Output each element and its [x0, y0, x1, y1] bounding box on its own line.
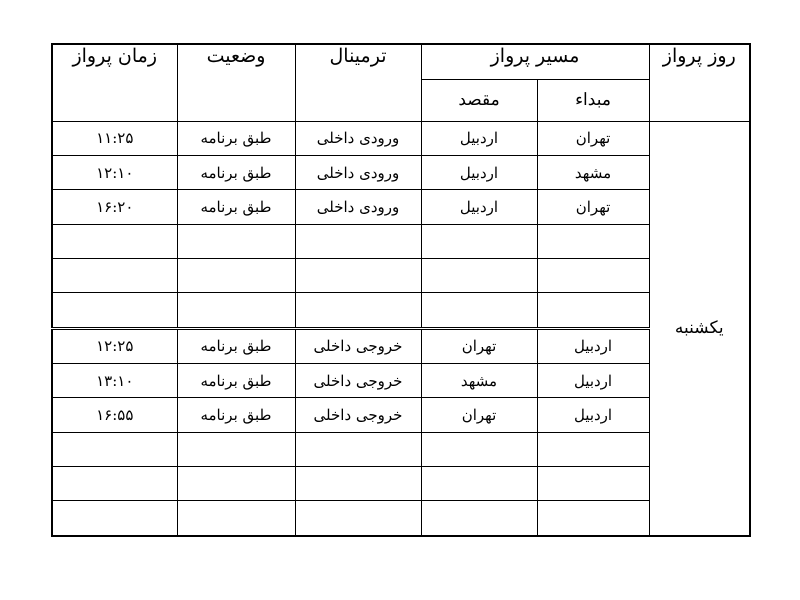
table-row	[52, 364, 750, 398]
terminal-cell: ورودی داخلی	[295, 155, 421, 189]
destination-cell	[421, 432, 537, 466]
origin-cell: تهران	[537, 190, 649, 224]
destination-cell: مشهد	[421, 364, 537, 398]
origin-cell: اردبیل	[537, 364, 649, 398]
destination-cell	[421, 467, 537, 501]
flight-schedule-table	[51, 43, 751, 537]
terminal-cell: خروجی داخلی	[295, 364, 421, 398]
table-row	[52, 258, 750, 292]
destination-cell: اردبیل	[421, 121, 537, 155]
time-cell	[52, 293, 177, 328]
schedule-body	[52, 121, 750, 536]
status-cell	[177, 224, 295, 258]
status-cell	[177, 432, 295, 466]
table-row	[52, 155, 750, 189]
terminal-cell: خروجی داخلی	[295, 328, 421, 363]
destination-cell: تهران	[421, 398, 537, 432]
header-day: روز پرواز	[649, 44, 750, 121]
terminal-cell	[295, 293, 421, 328]
table-row	[52, 328, 750, 363]
origin-cell: اردبیل	[537, 328, 649, 363]
destination-cell: اردبیل	[421, 190, 537, 224]
origin-cell	[537, 224, 649, 258]
origin-cell	[537, 432, 649, 466]
destination-cell	[421, 501, 537, 536]
header-row	[52, 44, 750, 79]
status-cell	[177, 258, 295, 292]
table-row	[52, 224, 750, 258]
header-origin: مبداء	[537, 79, 649, 121]
header-route: مسیر پرواز	[421, 44, 649, 79]
time-cell	[52, 501, 177, 536]
time-cell: ۱۲:۱۰	[52, 155, 177, 189]
time-cell: ۱۱:۲۵	[52, 121, 177, 155]
origin-cell: اردبیل	[537, 398, 649, 432]
terminal-cell	[295, 258, 421, 292]
time-cell: ۱۶:۲۰	[52, 190, 177, 224]
time-cell	[52, 432, 177, 466]
origin-cell: مشهد	[537, 155, 649, 189]
time-cell	[52, 467, 177, 501]
table-row	[52, 467, 750, 501]
status-cell: طبق برنامه	[177, 121, 295, 155]
table-row	[52, 293, 750, 328]
table-row	[52, 501, 750, 536]
status-cell	[177, 293, 295, 328]
origin-cell	[537, 467, 649, 501]
status-cell: طبق برنامه	[177, 190, 295, 224]
time-cell: ۱۳:۱۰	[52, 364, 177, 398]
destination-cell: تهران	[421, 328, 537, 363]
header-terminal: ترمینال	[295, 44, 421, 121]
time-cell	[52, 258, 177, 292]
header-status: وضعیت	[177, 44, 295, 121]
terminal-cell	[295, 224, 421, 258]
status-cell: طبق برنامه	[177, 155, 295, 189]
destination-cell	[421, 293, 537, 328]
destination-cell	[421, 224, 537, 258]
time-cell: ۱۲:۲۵	[52, 328, 177, 363]
status-cell: طبق برنامه	[177, 364, 295, 398]
status-cell	[177, 501, 295, 536]
status-cell: طبق برنامه	[177, 328, 295, 363]
terminal-cell	[295, 501, 421, 536]
destination-cell: اردبیل	[421, 155, 537, 189]
header-destination: مقصد	[421, 79, 537, 121]
table-row	[52, 121, 750, 155]
terminal-cell: ورودی داخلی	[295, 121, 421, 155]
table-row	[52, 398, 750, 432]
time-cell	[52, 224, 177, 258]
status-cell	[177, 467, 295, 501]
origin-cell	[537, 293, 649, 328]
time-cell: ۱۶:۵۵	[52, 398, 177, 432]
header-time: زمان پرواز	[52, 44, 177, 121]
terminal-cell: خروجی داخلی	[295, 398, 421, 432]
destination-cell	[421, 258, 537, 292]
origin-cell	[537, 501, 649, 536]
terminal-cell	[295, 432, 421, 466]
status-cell: طبق برنامه	[177, 398, 295, 432]
origin-cell	[537, 258, 649, 292]
day-cell: یکشنبه	[649, 121, 750, 536]
terminal-cell: ورودی داخلی	[295, 190, 421, 224]
origin-cell: تهران	[537, 121, 649, 155]
table-row	[52, 190, 750, 224]
terminal-cell	[295, 467, 421, 501]
table-row	[52, 432, 750, 466]
